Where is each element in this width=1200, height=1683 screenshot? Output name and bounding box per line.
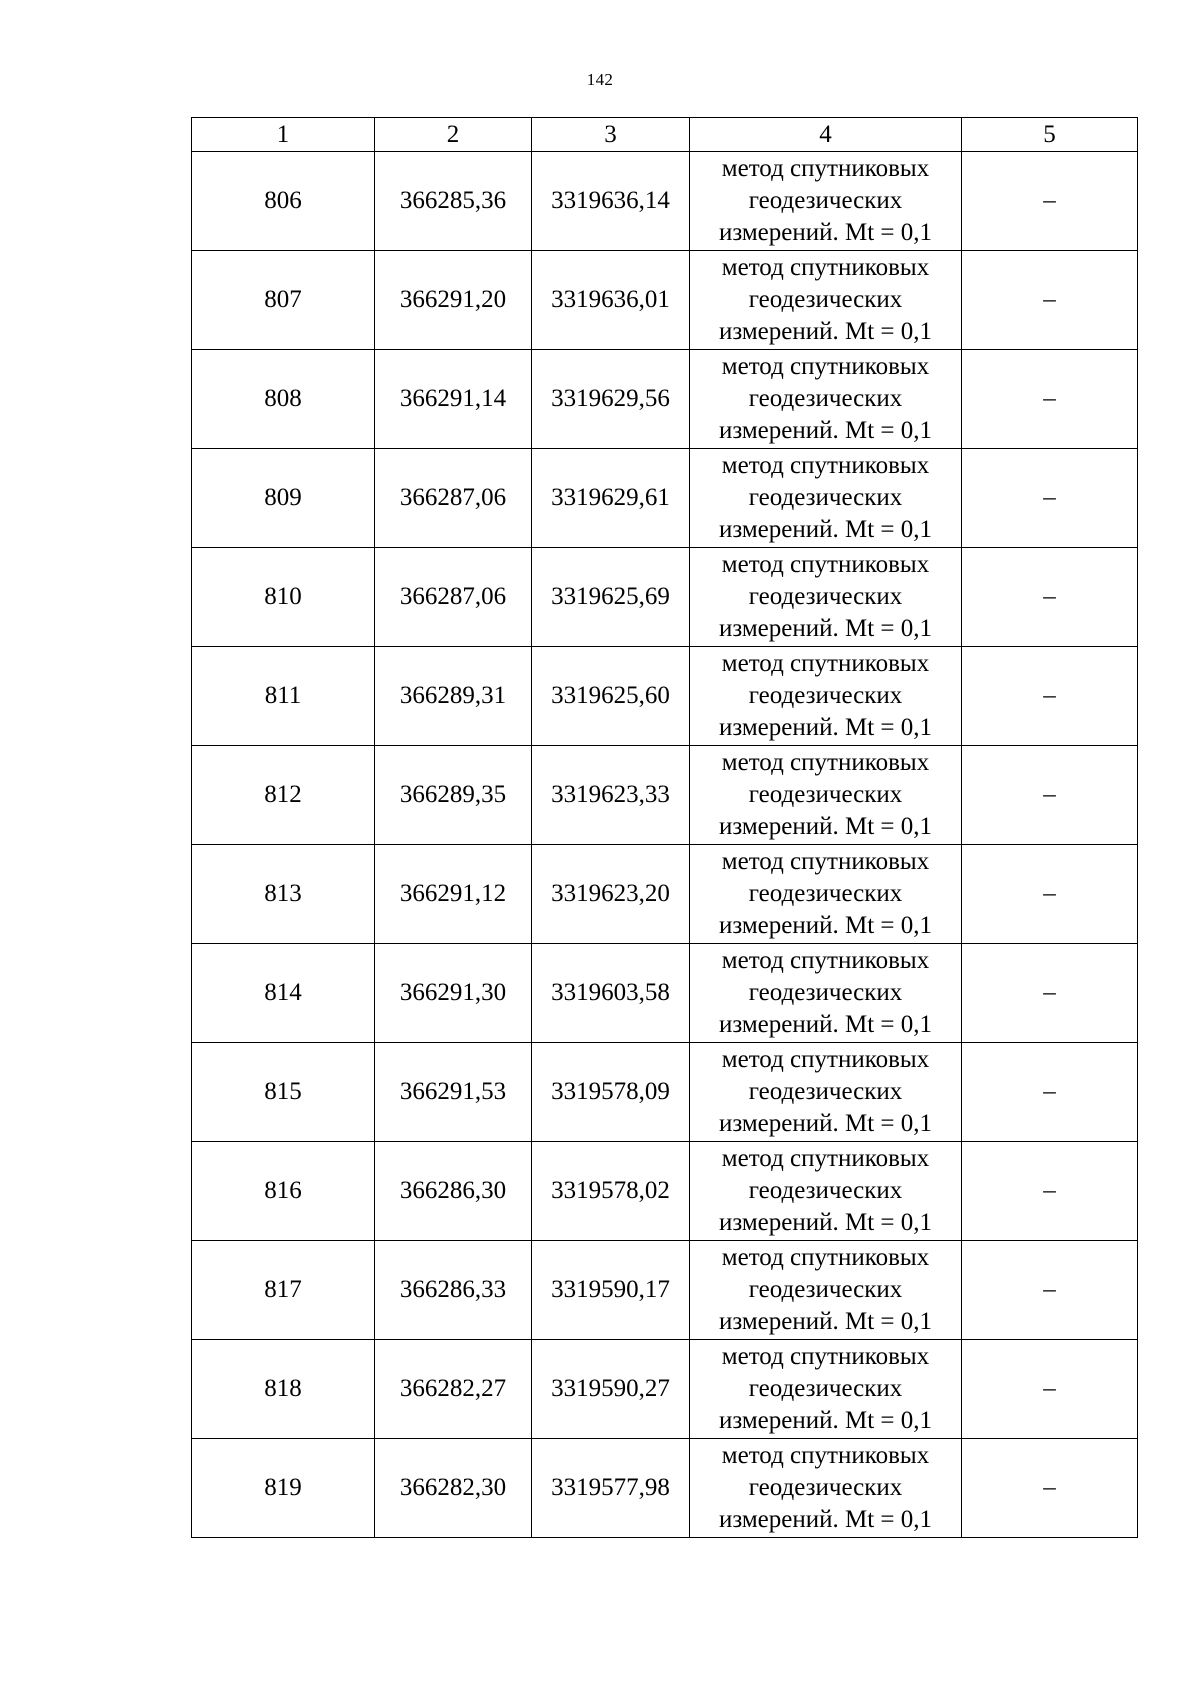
table-row [192,845,1138,944]
method-line: метод спутниковых [721,1244,930,1271]
y-coordinate-cell: 3319603,58 [532,944,690,1043]
method-line: измерений. Mt = 0,1 [718,417,933,444]
note-cell: – [962,746,1138,845]
table-row [192,152,1138,251]
x-coordinate-cell: 366285,36 [375,152,532,251]
x-coordinate-cell: 366286,30 [375,1142,532,1241]
method-line: геодезических [748,1276,903,1303]
table-row [192,647,1138,746]
method-cell [690,746,962,845]
note-cell: – [962,1142,1138,1241]
method-cell [690,1142,962,1241]
x-coordinate-cell: 366291,53 [375,1043,532,1142]
column-header-1: 1 [192,118,375,152]
y-coordinate-cell: 3319629,56 [532,350,690,449]
method-line: измерений. Mt = 0,1 [718,516,933,543]
method-line: геодезических [748,682,903,709]
page-number: 142 [586,70,614,89]
y-coordinate-cell: 3319578,02 [532,1142,690,1241]
method-line: геодезических [748,385,903,412]
note-cell: – [962,449,1138,548]
method-line: геодезических [748,1474,903,1501]
method-line: измерений. Mt = 0,1 [718,1011,933,1038]
point-cell: 810 [192,548,375,647]
column-header-5: 5 [962,118,1138,152]
x-coordinate-cell: 366289,35 [375,746,532,845]
table-row [192,449,1138,548]
point-cell: 813 [192,845,375,944]
method-cell [690,449,962,548]
method-cell [690,251,962,350]
x-coordinate-cell: 366291,20 [375,251,532,350]
x-coordinate-cell: 366289,31 [375,647,532,746]
table-row [192,1142,1138,1241]
note-cell: – [962,1043,1138,1142]
method-line: метод спутниковых [721,848,930,875]
point-cell: 817 [192,1241,375,1340]
point-cell: 806 [192,152,375,251]
method-cell [690,1439,962,1538]
point-cell: 811 [192,647,375,746]
table-row [192,1241,1138,1340]
method-line: метод спутниковых [721,551,930,578]
point-cell: 818 [192,1340,375,1439]
table-row [192,1340,1138,1439]
method-line: измерений. Mt = 0,1 [718,912,933,939]
x-coordinate-cell: 366286,33 [375,1241,532,1340]
method-cell [690,845,962,944]
point-cell: 809 [192,449,375,548]
note-cell: – [962,944,1138,1043]
y-coordinate-cell: 3319636,14 [532,152,690,251]
note-cell: – [962,1340,1138,1439]
note-cell: – [962,647,1138,746]
column-header-3: 3 [532,118,690,152]
method-line: геодезических [748,880,903,907]
x-coordinate-cell: 366287,06 [375,449,532,548]
note-cell: – [962,251,1138,350]
method-line: геодезических [748,187,903,214]
y-coordinate-cell: 3319578,09 [532,1043,690,1142]
method-cell [690,350,962,449]
method-cell [690,548,962,647]
y-coordinate-cell: 3319625,69 [532,548,690,647]
method-line: геодезических [748,781,903,808]
method-line: метод спутниковых [721,1046,930,1073]
y-coordinate-cell: 3319590,27 [532,1340,690,1439]
method-cell [690,1340,962,1439]
method-line: геодезических [748,979,903,1006]
x-coordinate-cell: 366291,30 [375,944,532,1043]
method-line: измерений. Mt = 0,1 [718,615,933,642]
y-coordinate-cell: 3319623,20 [532,845,690,944]
method-line: метод спутниковых [721,1442,930,1469]
method-line: метод спутниковых [721,1145,930,1172]
x-coordinate-cell: 366282,27 [375,1340,532,1439]
table-body [192,152,1138,1538]
table-row [192,1043,1138,1142]
note-cell: – [962,350,1138,449]
point-cell: 812 [192,746,375,845]
y-coordinate-cell: 3319636,01 [532,251,690,350]
table-row [192,251,1138,350]
method-line: геодезических [748,1375,903,1402]
point-cell: 808 [192,350,375,449]
method-line: метод спутниковых [721,155,930,182]
method-line: метод спутниковых [721,452,930,479]
header-row [192,118,1138,152]
point-cell: 816 [192,1142,375,1241]
method-line: измерений. Mt = 0,1 [718,1209,933,1236]
method-line: метод спутниковых [721,749,930,776]
method-line: метод спутниковых [721,1343,930,1370]
note-cell: – [962,152,1138,251]
method-line: геодезических [748,484,903,511]
method-line: измерений. Mt = 0,1 [718,318,933,345]
table-row [192,350,1138,449]
column-header-2: 2 [375,118,532,152]
method-line: измерений. Mt = 0,1 [718,714,933,741]
method-line: метод спутниковых [721,650,930,677]
column-header-4: 4 [690,118,962,152]
method-cell [690,647,962,746]
method-cell [690,152,962,251]
method-line: геодезических [748,286,903,313]
method-cell [690,1043,962,1142]
point-cell: 819 [192,1439,375,1538]
note-cell: – [962,1241,1138,1340]
point-cell: 815 [192,1043,375,1142]
method-cell [690,1241,962,1340]
method-line: измерений. Mt = 0,1 [718,1308,933,1335]
y-coordinate-cell: 3319625,60 [532,647,690,746]
note-cell: – [962,1439,1138,1538]
table-row [192,746,1138,845]
method-line: геодезических [748,583,903,610]
method-line: измерений. Mt = 0,1 [718,813,933,840]
method-line: геодезических [748,1177,903,1204]
x-coordinate-cell: 366287,06 [375,548,532,647]
method-line: измерений. Mt = 0,1 [718,1407,933,1434]
y-coordinate-cell: 3319629,61 [532,449,690,548]
y-coordinate-cell: 3319590,17 [532,1241,690,1340]
x-coordinate-cell: 366291,14 [375,350,532,449]
x-coordinate-cell: 366291,12 [375,845,532,944]
method-line: измерений. Mt = 0,1 [718,219,933,246]
method-line: метод спутниковых [721,353,930,380]
method-line: метод спутниковых [721,947,930,974]
table-row [192,944,1138,1043]
x-coordinate-cell: 366282,30 [375,1439,532,1538]
point-cell: 807 [192,251,375,350]
y-coordinate-cell: 3319577,98 [532,1439,690,1538]
method-line: измерений. Mt = 0,1 [718,1110,933,1137]
y-coordinate-cell: 3319623,33 [532,746,690,845]
method-line: метод спутниковых [721,254,930,281]
coordinates-table [191,117,1138,1538]
note-cell: – [962,548,1138,647]
table-row [192,1439,1138,1538]
method-line: измерений. Mt = 0,1 [718,1506,933,1533]
table-header [192,118,1138,152]
method-line: геодезических [748,1078,903,1105]
method-cell [690,944,962,1043]
table-row [192,548,1138,647]
note-cell: – [962,845,1138,944]
point-cell: 814 [192,944,375,1043]
